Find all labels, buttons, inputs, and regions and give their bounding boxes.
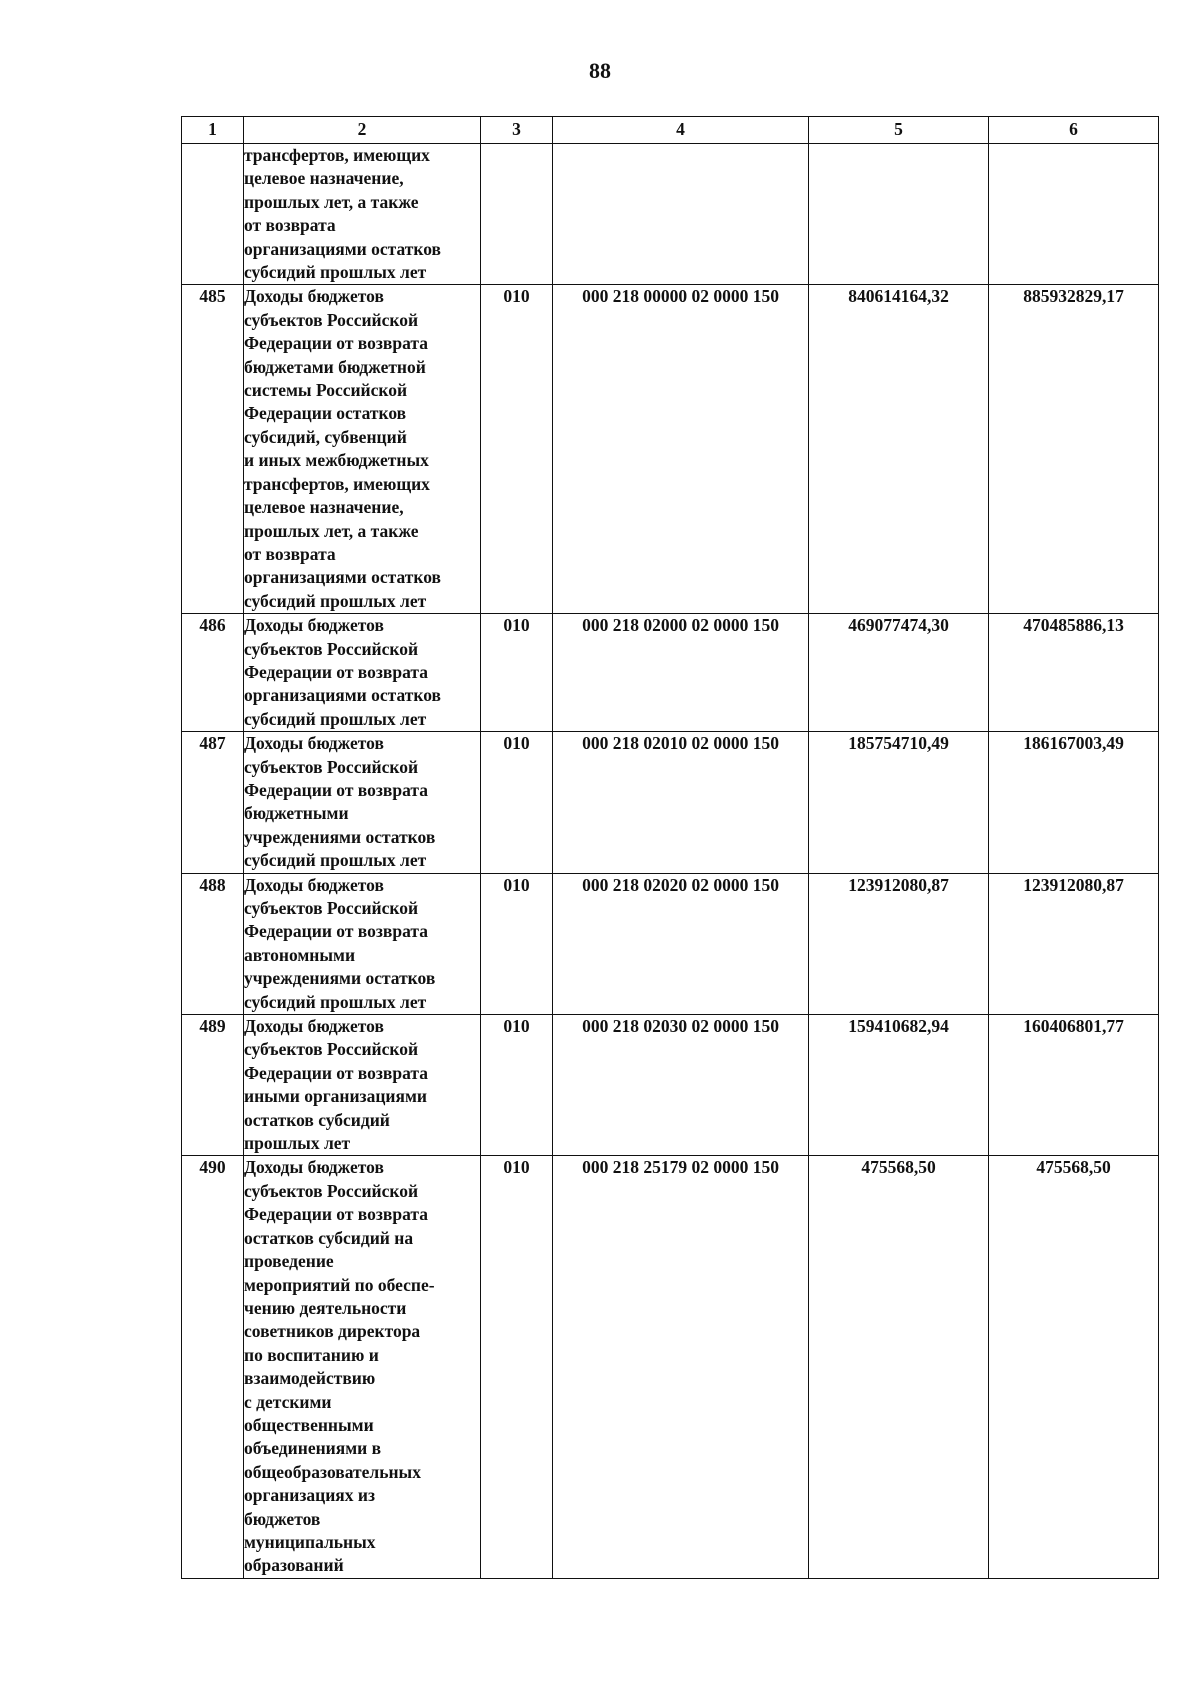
amount-year-1: 123912080,87 xyxy=(809,873,989,1014)
row-number: 490 xyxy=(182,1156,244,1578)
revenue-name: трансфертов, имеющих целевое назначение, прошлых лет, а также от возврата организациями остатков субсидий прошлых лет xyxy=(244,144,481,285)
column-header-2: 2 xyxy=(244,117,481,144)
administrator-code: 010 xyxy=(481,614,553,732)
amount-year-1 xyxy=(809,144,989,285)
amount-year-1: 469077474,30 xyxy=(809,614,989,732)
column-header-3: 3 xyxy=(481,117,553,144)
amount-year-2: 475568,50 xyxy=(989,1156,1159,1578)
table-header-row xyxy=(182,117,1159,144)
table-row xyxy=(182,732,1159,873)
revenue-name: Доходы бюджетов субъектов Российской Федерации от возврата автономными учреждениями остатков субсидий прошлых лет xyxy=(244,873,481,1014)
row-number: 488 xyxy=(182,873,244,1014)
administrator-code: 010 xyxy=(481,732,553,873)
amount-year-2: 123912080,87 xyxy=(989,873,1159,1014)
budget-classification-code: 000 218 02020 02 0000 150 xyxy=(553,873,809,1014)
amount-year-1: 840614164,32 xyxy=(809,285,989,614)
administrator-code: 010 xyxy=(481,1015,553,1156)
row-number: 486 xyxy=(182,614,244,732)
revenue-name: Доходы бюджетов субъектов Российской Федерации от возврата организациями остатков субсидий прошлых лет xyxy=(244,614,481,732)
budget-classification-code: 000 218 02030 02 0000 150 xyxy=(553,1015,809,1156)
amount-year-2: 885932829,17 xyxy=(989,285,1159,614)
revenue-name: Доходы бюджетов субъектов Российской Федерации от возврата иными организациями остатков субсидий прошлых лет xyxy=(244,1015,481,1156)
budget-classification-code xyxy=(553,144,809,285)
revenue-name: Доходы бюджетов субъектов Российской Федерации от возврата остатков субсидий на проведение мероприятий по обеспе- чению деятельности советников директора по воспитанию и взаимодействию с детскими общественными объединениями в общеобразовательных организациях из бюджетов муниципальных образований xyxy=(244,1156,481,1578)
amount-year-2: 186167003,49 xyxy=(989,732,1159,873)
table-row xyxy=(182,144,1159,285)
row-number xyxy=(182,144,244,285)
amount-year-2: 160406801,77 xyxy=(989,1015,1159,1156)
revenue-name: Доходы бюджетов субъектов Российской Федерации от возврата бюджетными учреждениями остатков субсидий прошлых лет xyxy=(244,732,481,873)
column-header-6: 6 xyxy=(989,117,1159,144)
row-number: 487 xyxy=(182,732,244,873)
administrator-code: 010 xyxy=(481,1156,553,1578)
amount-year-1: 159410682,94 xyxy=(809,1015,989,1156)
row-number: 489 xyxy=(182,1015,244,1156)
administrator-code xyxy=(481,144,553,285)
row-number: 485 xyxy=(182,285,244,614)
amount-year-1: 475568,50 xyxy=(809,1156,989,1578)
administrator-code: 010 xyxy=(481,285,553,614)
column-header-1: 1 xyxy=(182,117,244,144)
amount-year-2 xyxy=(989,144,1159,285)
table-row xyxy=(182,285,1159,614)
budget-revenue-table xyxy=(181,116,1159,1579)
budget-classification-code: 000 218 02010 02 0000 150 xyxy=(553,732,809,873)
revenue-name: Доходы бюджетов субъектов Российской Федерации от возврата бюджетами бюджетной системы Российской Федерации остатков субсидий, субвенций и иных межбюджетных трансфертов, имеющих целевое назначение, прошлых лет, а также от возврата организациями остатков субсидий прошлых лет xyxy=(244,285,481,614)
amount-year-1: 185754710,49 xyxy=(809,732,989,873)
budget-classification-code: 000 218 00000 02 0000 150 xyxy=(553,285,809,614)
budget-classification-code: 000 218 25179 02 0000 150 xyxy=(553,1156,809,1578)
administrator-code: 010 xyxy=(481,873,553,1014)
table-row xyxy=(182,614,1159,732)
amount-year-2: 470485886,13 xyxy=(989,614,1159,732)
table-row xyxy=(182,1015,1159,1156)
column-header-4: 4 xyxy=(553,117,809,144)
column-header-5: 5 xyxy=(809,117,989,144)
budget-classification-code: 000 218 02000 02 0000 150 xyxy=(553,614,809,732)
page-number: 88 xyxy=(589,58,611,83)
table-row xyxy=(182,873,1159,1014)
table-row xyxy=(182,1156,1159,1578)
